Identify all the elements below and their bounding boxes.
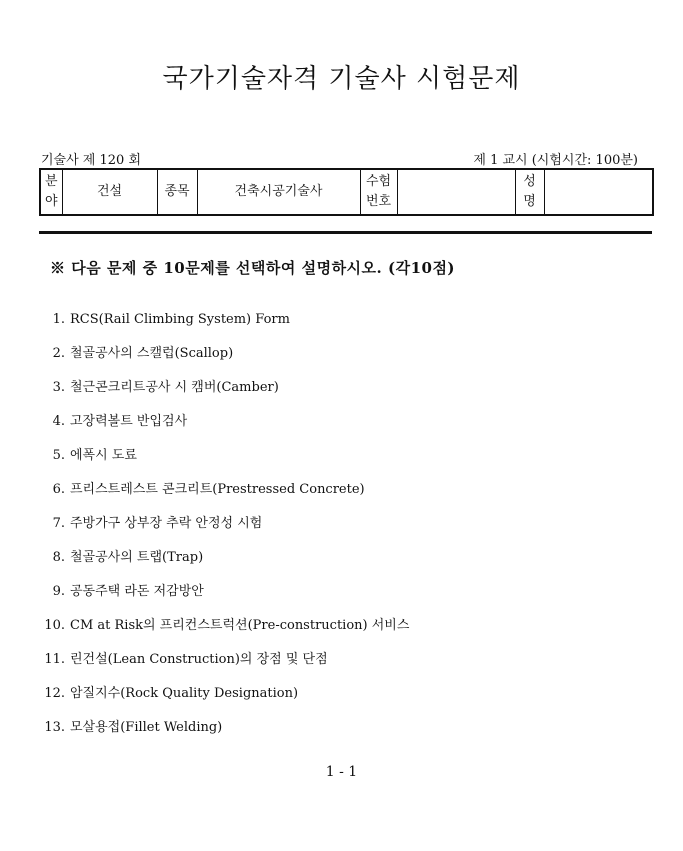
question-number: 13. — [44, 720, 65, 735]
question-text: 철골공사의 스캘럽(Scallop) — [70, 346, 234, 361]
exam-round-info: 기술사 제 120 회 — [41, 153, 142, 168]
question-number: 11. — [44, 652, 65, 667]
header-divider — [39, 231, 652, 234]
session-time-info: 제 1 교시 (시험시간: 100분) — [473, 153, 638, 168]
question-text: RCS(Rail Climbing System) Form — [70, 312, 290, 327]
question-number: 1. — [52, 312, 65, 327]
page-number: 1 - 1 — [325, 764, 358, 780]
question-item — [37, 615, 409, 649]
category-value: 건축시공기술사 — [197, 169, 360, 215]
question-item — [37, 513, 409, 547]
question-number: 7. — [52, 516, 65, 531]
question-item — [37, 445, 409, 479]
question-text: 암질지수(Rock Quality Designation) — [70, 686, 299, 701]
question-text: 철근콘크리트공사 시 캠버(Camber) — [70, 380, 279, 395]
question-text: 주방가구 상부장 추락 안정성 시험 — [70, 516, 263, 531]
exam-number-field[interactable] — [397, 169, 515, 215]
exam-number-label — [360, 169, 397, 215]
question-number: 4. — [52, 414, 65, 429]
question-number: 9. — [52, 584, 65, 599]
field-label-line-2: 야 — [44, 194, 58, 209]
question-text: 모살용접(Fillet Welding) — [70, 720, 223, 735]
question-number: 6. — [52, 482, 65, 497]
question-text: 고장력볼트 반입검사 — [70, 414, 188, 429]
name-label-line-1: 성 — [523, 174, 536, 189]
question-number: 3. — [52, 380, 65, 395]
field-label-line-1: 분 — [44, 174, 58, 189]
question-item — [37, 343, 409, 377]
question-number: 10. — [44, 618, 65, 633]
question-item — [37, 479, 409, 513]
question-text: 공동주택 라돈 저감방안 — [70, 584, 204, 599]
question-number: 2. — [52, 346, 65, 361]
name-label-line-2: 명 — [523, 194, 536, 209]
field-label — [40, 169, 62, 215]
question-number: 5. — [52, 448, 65, 463]
exam-title: 국가기술자격 기술사 시험문제 — [162, 64, 521, 94]
question-item — [37, 581, 409, 615]
candidate-info-table — [39, 168, 654, 216]
question-item — [37, 411, 409, 445]
category-label: 종목 — [157, 169, 197, 215]
instructions: ※ 다음 문제 중 10문제를 선택하여 설명하시오. (각10점) — [50, 259, 456, 277]
question-text: 프리스트레스트 콘크리트(Prestressed Concrete) — [70, 482, 365, 497]
question-number: 8. — [52, 550, 65, 565]
question-item — [37, 547, 409, 581]
question-text: 린건설(Lean Construction)의 장점 및 단점 — [70, 652, 328, 667]
field-value: 건설 — [62, 169, 157, 215]
name-label — [515, 169, 544, 215]
name-field[interactable] — [544, 169, 653, 215]
question-item — [37, 309, 409, 343]
question-text: 철골공사의 트랩(Trap) — [70, 550, 204, 565]
question-number: 12. — [44, 686, 65, 701]
exam-number-label-line-1: 수험 — [365, 174, 392, 189]
question-text: 에폭시 도료 — [70, 448, 137, 463]
exam-number-label-line-2: 번호 — [365, 194, 392, 209]
question-list — [37, 309, 409, 751]
question-item — [37, 683, 409, 717]
question-item — [37, 377, 409, 411]
question-item — [37, 717, 409, 751]
question-item — [37, 649, 409, 683]
question-text: CM at Risk의 프리컨스트럭션(Pre-construction) 서비스 — [70, 618, 410, 633]
